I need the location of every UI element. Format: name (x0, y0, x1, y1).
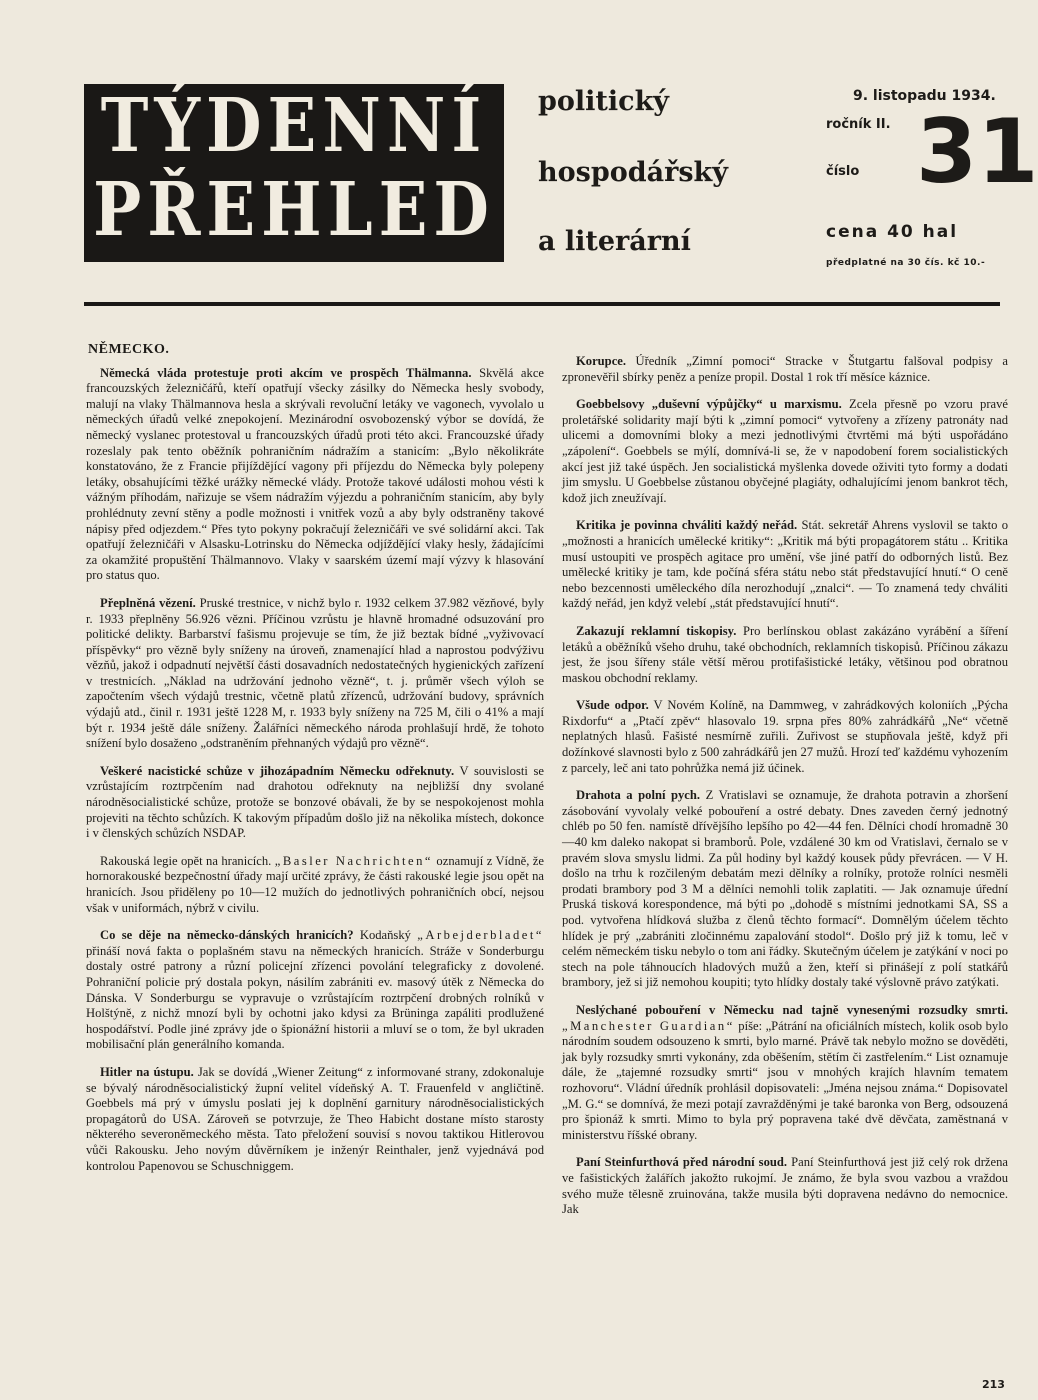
tagline-literarni: a literární (538, 226, 691, 257)
article-headline: Neslýchané pobouření v Německu nad tajně vynesenými rozsudky smrti. (576, 1002, 1008, 1017)
article (562, 397, 1008, 506)
article-body: Skvělá akce francouzských železničářů, kteří opatřují všecky zásilky do Německa hesly svobody, malují na vlaky Thälmannova hesla a skrývali revoluční letáky ve vagonech, vyvolalo u německých úřadů velké znepokojení. Mezinárodní osvobozenský výbor se dovídá, že německý vyslanec protestoval u francouzských úřadů proti této akci. Francouzské úřady rozeslaly pak tento oběžník pohraničním nádražím a stanicím: „Bylo několikráte konstatováno, že z Francie přijíždějící vagony při příjezdu do Německa byly polepeny letáky, obsahujícími těžké urážky německé vlády. Protože takové události mohou vésti k vážným příhodám, nařizuje se všem nádražím výjezdu a pohraničním stanicím, aby byly prohlédnuty zevní stěny a podle možnosti i vnitřek vozů a aby byly odstraněny takové nápisy před odjezdem.“ Přes tyto pokyny pokračují železničáři ve své solidární akci. Tak opatřují železničáři v Alsasku-Lotrinsku do Německa odjíždějící vlaky hesly, žádajícími za okamžité propuštění Thälmannovo. Vlaky v saarském území mají výzvy k hlasování pro status quo. (86, 365, 544, 583)
article-body: Úředník „Zimní pomoci“ Stracke v Štutgartu falšoval podpisy a zpronevěřil sbírky peněz a peníze propil. Dostal 1 rok tří měsíce káznice. (562, 354, 1008, 384)
issue-number: 31 (916, 100, 1038, 203)
section-title: NĚMECKO. (88, 342, 170, 357)
article-spaced-source: „Basler Nachrichten“ (274, 853, 434, 868)
article (562, 624, 1008, 686)
article-headline: Co se děje na německo-dánských hranicích? (100, 928, 354, 943)
article-headline: Přeplněná vězení. (100, 595, 196, 610)
masthead-title-block (84, 84, 504, 262)
article-body: Stát. sekretář Ahrens vyslovil se takto o „možnosti a hranicích umělecké kritiky“: „Kritik má býti propagátorem státu .. Kritika musí ustoupiti ve prospěch agitace pro umění, vše jiné patří do odborných listů. Bez umělecké kritiky je tam, kde počíná sféra státu nebo stát představující hnutí.“ O ceně nebo bezcennosti uměleckého díla nerozhodují „znalci“. — To znamená tedy chváliti každý neřád, jen když velebí „stát představující hnutí“. (562, 518, 1008, 611)
article-headline: Kritika je povinna chváliti každý neřád. (576, 518, 798, 533)
article-headline: Drahota a polní pych. (576, 788, 701, 803)
article (86, 1065, 544, 1174)
article-headline: Veškeré nacistické schůze v jihozápadním Německu odřeknuty. (100, 763, 455, 778)
left-column (86, 342, 544, 1186)
article (562, 698, 1008, 776)
article (86, 764, 544, 842)
issue-number-label: číslo (826, 164, 860, 179)
article-headline: Goebbelsovy „duševní výpůjčky“ u marxismu. (576, 397, 842, 412)
right-column (562, 354, 1008, 1230)
article-headline: Německá vláda protestuje proti akcím ve prospěch Thälmanna. (100, 365, 472, 380)
issue-date: 9. listopadu 1934. (853, 88, 996, 104)
article-body: přináší nová fakta o poplašném stavu na německých hranicích. Stráže v Sonderburgu dostaly ostré patrony a různí policejní zřízenci povolání telegraficky z dovolené. Pohraniční policie prý dostala pokyn, násilím zabrániti ev. masový útěk z Německa do Dánska. V Sonderburgu se vypravuje o vzrůstajícím roztrpčení drobných rolníků v Holštýně, z nichž mnozí byli by ochotni jako kdysi za Brüninga zapáliti prodlužené hospodářství. Podle jiné zprávy jde o špionážní historii a mluví se o tom, že byl ukraden mobilisační plán generálního komanda. (86, 943, 544, 1052)
article (562, 1003, 1008, 1143)
masthead-title-line2: PŘEHLED (93, 167, 495, 254)
article (86, 854, 544, 916)
tagline-politicky: politický (538, 86, 669, 117)
page-number: 213 (982, 1378, 1005, 1391)
volume-label: ročník II. (826, 117, 891, 132)
masthead-rule (84, 302, 1000, 306)
article-body: Z Vratislavi se oznamuje, že drahota potravin a zhoršení zásobování vyvolaly velké pobouření a ostré debaty. Dnes zaveden černý jednotný chléb po 50 fen. namístě dřívějšího lepšího po 42—44 fen. Dělníci chodí hromadně 30—40 km daleko nakopat si bramborů. Pole, vzdálené 30 km od Vratislavi, černalo se v pravém slova smyslu lidmi. Za půl hodiny byl každý kousek půdy převrácen. — V H. došlo na trhu k rozčileným debatám mezi dělníky a rolníky, protože rolníci nesměli prodati brambory pod 3 M a dělníci nemohli tolik zaplatiti. — Jak oznamuje úřední Pruská tisková korespondence, má býti po „dohodě s místními jednotkami SA, SS a pod. vytvořena hlídková služba z členů těchto formací“. Domnělým účelem těchto hlídek je prý „zabrániti zločinnému zapalování stodol“. Došlo prý již k tomu, leč v celém německém tisku nebylo o tom ani řádky. Skutečným účelem je zatýkání v noci po stech na pole táhnoucích hladových mužů a žen, kteří si přinášejí z polí statkářů brambory, jež si již nemohou koupiti; tyto hlídky dostaly také výslovně právo zatýkati. (562, 788, 1008, 990)
article-spaced-source: „Arbejderbladet“ (417, 928, 544, 943)
article-headline: Hitler na ústupu. (100, 1064, 194, 1079)
article (562, 354, 1008, 385)
article-headline: Zakazují reklamní tiskopisy. (576, 623, 737, 638)
article-headline: Rakouská legie opět na hranicích. (100, 853, 272, 868)
article-headline: Paní Steinfurthová před národní soud. (576, 1155, 788, 1170)
article (86, 596, 544, 752)
article-headline: Všude odpor. (576, 698, 649, 713)
price: cena 40 hal (826, 222, 959, 242)
article (562, 1155, 1008, 1217)
article-body: Pruské trestnice, v nichž bylo r. 1932 celkem 37.982 vězňové, byly r. 1933 přeplněny 56.926 vězni. Příčinou vzrůstu je hlavně hromadné odsuzování pro politické delikty. Barbarství fašismu projevuje se tím, že již beztak bídné „vyživovací příspěvky“ pro vězně byly sníženy na úroveň, znamenající hlad a naprostou podvýživu vězňů, jakož i odpadnutí největší části dosavadních nedostatečných hygienických zařízení v trestnicích. „Náklad na udržování jednoho vězně“, t. j. průměr všech výloh se započtením všech výdajů trestnic, včetně platů zřízenců, udržování budovy, správních výdajů atd., činil r. 1931 ještě 1228 M, r. 1933 byly sníženy na 725 M, čili o 41% a mají být r. 1934 ještě dále sníženy. Žalářníci německého národa prohlašují hrdě, že tohoto snížení bylo dosaženo „odstraněním přehnaných výdajů pro vězně“. (86, 595, 544, 751)
article (562, 788, 1008, 991)
article-headline: Korupce. (576, 354, 627, 368)
article-body: píše: „Pátrání na oficiálních místech, kolik osob bylo národním soudem odsouzeno k smrti, bylo marné. Právě tak nebylo možno se dověděti, jak byly rozsudky smrti vykonány, zda oběšením, stětím či zastřelením.“ List oznamuje dále, že „tajemné rozsudky smrti“ jsou v mnohých krajích hlavním tematem rozhovoru“. Vládní úředník prohlásil dopisovateli: „Jména nejsou známa.“ Dopisovatel „M. G.“ se domnívá, že mezi potají zavražděnými je také baronka von Berg, odsouzená pro špionáž k smrti. Mimo to byla prý popravena také dvě děvčata, zaměstnaná v ministerstvu říšské obrany. (562, 1018, 1008, 1142)
article-body: Pro berlínskou oblast zakázáno vyrábění a šíření letáků a oběžníků všeho druhu, také obchodních, reklamních tiskopisů. Příčinou zákazu jest, že jsou šířeny stále větší měrou protifašistické letáky, většinou pod obratnou maskou obchodní reklamy. (562, 623, 1008, 685)
article-body: V Novém Kolíně, na Dammweg, v zahrádkových koloniích „Pýcha Rixdorfu“ a „Ptačí zpěv“ hlasovalo 19. srpna přes 80% zahrádkářů „Ne“ včetně neplatných hlasů. Fašisté nesmírně zuřili. Zuřivost se stupňovala ještě, když při dožínkové slavnosti bylo z 500 zahrádkářů jen 27 mužů. Hrozí teď každému vyhozením z parcely, leč ani tato pohrůžka nemá již účinek. (562, 698, 1008, 775)
article (86, 366, 544, 584)
article-body: Paní Steinfurthová jest již celý rok držena ve fašistických žalářích jakožto rukojmí. Je známo, že byla svou vazbou a vraždou svého muže tělesně zruinována, takže musila býti dopravena nedávno do nemocnice. Jak (562, 1155, 1008, 1217)
tagline-hospodarsky: hospodářský (538, 157, 728, 188)
article-body: Zcela přesně po vzoru pravé proletářské solidarity mají býti k „zimní pomoci“ vytvořeny a zřízeny patronáty nad ulicemi a domovními bloky a mezi jednotlivými čtvrtěmi má býti uspořádáno „zápolení“. Goebbels se mýlí, domnívá-li se, že v napodobení forem socialistických akcí jest již také úspěch. Jen socialistická myšlenka dovede oživiti tyto formy a dodati jim smyslu. U Goebbelse zůstanou obyčejné plagiáty, odhalujícími jenom bankrot těch, kdož jich zneužívají. (562, 397, 1009, 505)
subscription-price: předplatné na 30 čís. kč 10.- (826, 258, 986, 268)
article (86, 928, 544, 1053)
article-body: oznamují z Vídně, že hornorakouské bezpečnostní úřady mají určité zprávy, že části rakouské legie jsou opět na hranicích. Jsou přiděleny po 10—12 mužích do jednotlivých pohraničních obcí, nejsou však v uniformách, nýbrž v civilu. (86, 853, 544, 915)
article-spaced-source: „Manchester Guardian“ (562, 1018, 735, 1033)
masthead-title-line1: TÝDENNÍ (100, 83, 488, 170)
article-body: V souvislosti se vzrůstajícím roztrpčením nad drahotou odřeknuty na nejbližší dny svolané národněsocialistické schůze, protože se bonzové obávali, že by se nespokojenost mohla projeviti na těchto schůzích. K takovým případům došlo již na několika místech, dokonce i v členských schůzích NSDAP. (86, 763, 544, 841)
article-body: Jak se dovídá „Wiener Zeitung“ z informované strany, zdokonaluje se bývalý národněsocialistický župní velitel vídeňský A. T. Frauenfeld v angličtině. Goebbels má prý v úmyslu poslati jej k doplnění garnitury národněsocialistických propagátorů do USA. Zároveň se potvrzuje, že Theo Habicht dostane místo starosty některého severoněmeckého města. Tato přeložení souvisí s novou taktikou Hitlerovou vůči Rakousku. Jeho novým důvěrníkem je inženýr Reinthaler, jenž vyjednává pod kontrolou Papenovou se Schuschniggem. (86, 1064, 544, 1173)
article (562, 518, 1008, 612)
article-pre: Kodaňský (353, 928, 418, 943)
